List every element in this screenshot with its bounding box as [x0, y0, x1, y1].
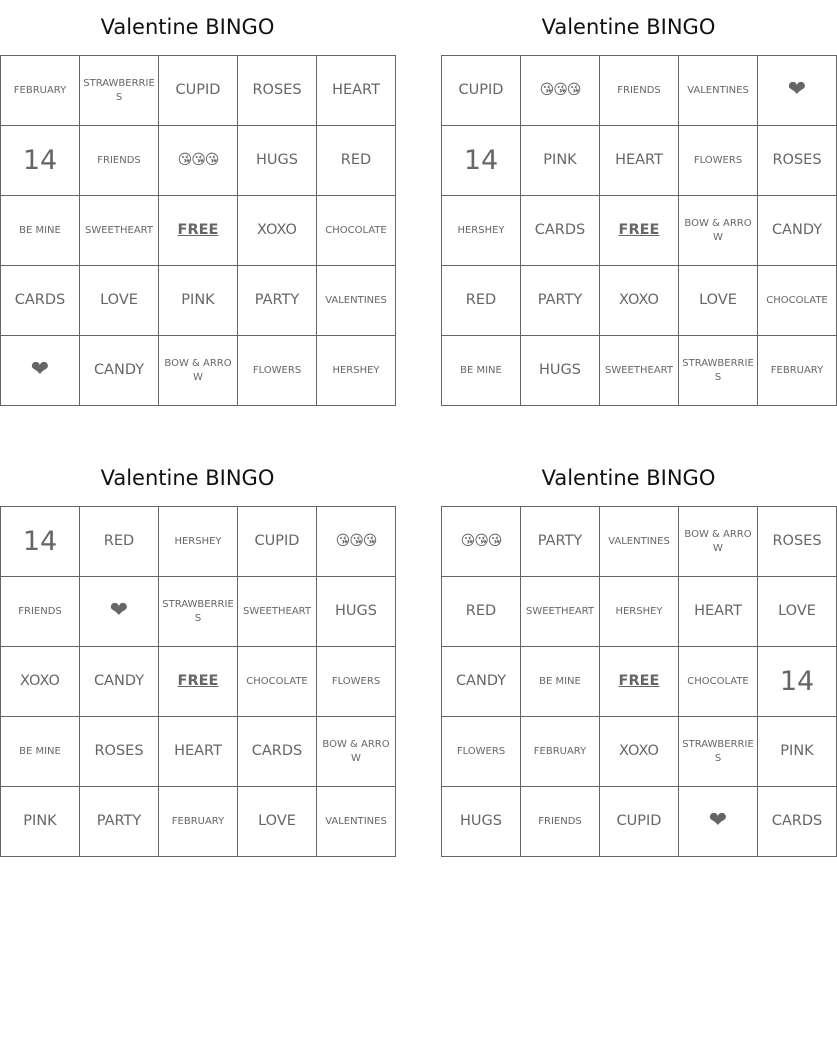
bingo-cell: HEART: [317, 56, 396, 126]
bingo-row: [1, 507, 396, 577]
bingo-row: [442, 717, 837, 787]
bingo-cell: LOVE: [758, 577, 837, 647]
bingo-grid: [0, 506, 396, 857]
bingo-cell: FLOWERS: [317, 647, 396, 717]
bingo-cell: FRIENDS: [600, 56, 679, 126]
bingo-card-1: [0, 0, 387, 406]
free-space-cell: FREE: [600, 647, 679, 717]
bingo-cell: XOXO: [600, 717, 679, 787]
bingo-cell: HERSHEY: [317, 336, 396, 406]
card-title: Valentine BINGO: [100, 466, 275, 490]
bingo-cell: FEBRUARY: [159, 787, 238, 857]
bingo-cell: CHOCOLATE: [238, 647, 317, 717]
bingo-cell: CANDY: [80, 336, 159, 406]
bingo-card-4: [441, 451, 823, 857]
heart-icon: ❤: [1, 336, 80, 406]
kiss-emoji-icon: 😘😘😘: [317, 507, 396, 577]
bingo-row: [442, 126, 837, 196]
bingo-cell: SWEETHEART: [238, 577, 317, 647]
bingo-cell: BOW & ARROW: [679, 507, 758, 577]
bingo-cell: CARDS: [758, 787, 837, 857]
bingo-cell: CUPID: [159, 56, 238, 126]
bingo-row: [442, 196, 837, 266]
bingo-cell: PARTY: [521, 507, 600, 577]
bingo-row: [442, 787, 837, 857]
bingo-cell: LOVE: [80, 266, 159, 336]
bingo-cell: CANDY: [80, 647, 159, 717]
bingo-row: [1, 336, 396, 406]
bingo-cell: HEART: [679, 577, 758, 647]
bingo-cell: PARTY: [521, 266, 600, 336]
bingo-cell: FEBRUARY: [1, 56, 80, 126]
heart-icon: ❤: [80, 577, 159, 647]
bingo-row: [1, 717, 396, 787]
bingo-row: [442, 56, 837, 126]
bingo-cell: STRAWBERRIES: [159, 577, 238, 647]
bingo-cell: CHOCOLATE: [317, 196, 396, 266]
bingo-cell: PINK: [758, 717, 837, 787]
bingo-row: [442, 577, 837, 647]
kiss-emoji-icon: 😘😘😘: [159, 126, 238, 196]
bingo-cell: FLOWERS: [238, 336, 317, 406]
bingo-cell: CARDS: [1, 266, 80, 336]
kiss-emoji-icon: 😘😘😘: [521, 56, 600, 126]
bingo-cell: HERSHEY: [600, 577, 679, 647]
bingo-cell: BE MINE: [442, 336, 521, 406]
free-space-cell: FREE: [600, 196, 679, 266]
bingo-cell: ROSES: [758, 507, 837, 577]
bingo-cell: 14: [1, 126, 80, 196]
bingo-cell: STRAWBERRIES: [679, 717, 758, 787]
bingo-cell: LOVE: [238, 787, 317, 857]
bingo-grid: [441, 55, 837, 406]
bingo-cell: XOXO: [1, 647, 80, 717]
bingo-cell: RED: [442, 266, 521, 336]
kiss-emoji-icon: 😘😘😘: [442, 507, 521, 577]
bingo-row: [442, 266, 837, 336]
bingo-cell: PINK: [1, 787, 80, 857]
bingo-cell: HUGS: [238, 126, 317, 196]
bingo-cell: 14: [442, 126, 521, 196]
bingo-cell: BOW & ARROW: [679, 196, 758, 266]
bingo-cell: VALENTINES: [600, 507, 679, 577]
bingo-row: [1, 787, 396, 857]
bingo-cell: 14: [1, 507, 80, 577]
bingo-cell: BOW & ARROW: [159, 336, 238, 406]
bingo-cell: FRIENDS: [521, 787, 600, 857]
bingo-cell: HERSHEY: [442, 196, 521, 266]
bingo-grid: [441, 506, 837, 857]
bingo-cell: CUPID: [442, 56, 521, 126]
bingo-cell: CARDS: [521, 196, 600, 266]
bingo-cell: SWEETHEART: [80, 196, 159, 266]
bingo-row: [1, 126, 396, 196]
bingo-cell: CUPID: [600, 787, 679, 857]
bingo-row: [442, 336, 837, 406]
bingo-cell: PARTY: [80, 787, 159, 857]
bingo-cell: XOXO: [600, 266, 679, 336]
bingo-cell: HEART: [159, 717, 238, 787]
bingo-cell: FRIENDS: [80, 126, 159, 196]
bingo-cell: FLOWERS: [442, 717, 521, 787]
bingo-cell: FEBRUARY: [758, 336, 837, 406]
bingo-cell: CHOCOLATE: [758, 266, 837, 336]
bingo-cell: HUGS: [317, 577, 396, 647]
bingo-cell: PINK: [521, 126, 600, 196]
bingo-cell: VALENTINES: [317, 787, 396, 857]
free-space-cell: FREE: [159, 196, 238, 266]
bingo-cell: VALENTINES: [679, 56, 758, 126]
bingo-cell: BE MINE: [1, 196, 80, 266]
bingo-cell: RED: [442, 577, 521, 647]
bingo-cell: CUPID: [238, 507, 317, 577]
bingo-row: [1, 266, 396, 336]
bingo-cell: STRAWBERRIES: [80, 56, 159, 126]
bingo-cell: SWEETHEART: [521, 577, 600, 647]
card-title: Valentine BINGO: [541, 466, 716, 490]
bingo-cell: FRIENDS: [1, 577, 80, 647]
bingo-cell: RED: [317, 126, 396, 196]
bingo-cell: ROSES: [80, 717, 159, 787]
bingo-row: [1, 196, 396, 266]
bingo-cell: HUGS: [442, 787, 521, 857]
bingo-cell: SWEETHEART: [600, 336, 679, 406]
bingo-row: [1, 56, 396, 126]
bingo-cell: ROSES: [238, 56, 317, 126]
free-space-cell: FREE: [159, 647, 238, 717]
bingo-cell: PINK: [159, 266, 238, 336]
bingo-cell: 14: [758, 647, 837, 717]
bingo-cell: BE MINE: [1, 717, 80, 787]
card-title: Valentine BINGO: [100, 15, 275, 39]
heart-icon: ❤: [679, 787, 758, 857]
bingo-cell: HUGS: [521, 336, 600, 406]
bingo-cell: VALENTINES: [317, 266, 396, 336]
bingo-cell: CHOCOLATE: [679, 647, 758, 717]
bingo-cell: CANDY: [442, 647, 521, 717]
bingo-row: [1, 647, 396, 717]
bingo-cell: PARTY: [238, 266, 317, 336]
bingo-cell: STRAWBERRIES: [679, 336, 758, 406]
bingo-cell: RED: [80, 507, 159, 577]
bingo-row: [1, 577, 396, 647]
bingo-cell: HEART: [600, 126, 679, 196]
bingo-cell: HERSHEY: [159, 507, 238, 577]
bingo-cell: CARDS: [238, 717, 317, 787]
bingo-card-3: [0, 451, 390, 857]
bingo-cell: LOVE: [679, 266, 758, 336]
bingo-row: [442, 507, 837, 577]
bingo-cell: XOXO: [238, 196, 317, 266]
bingo-cell: BE MINE: [521, 647, 600, 717]
bingo-grid: [0, 55, 396, 406]
bingo-cell: FEBRUARY: [521, 717, 600, 787]
bingo-cell: CANDY: [758, 196, 837, 266]
bingo-card-2: [441, 0, 828, 406]
bingo-cell: ROSES: [758, 126, 837, 196]
bingo-row: [442, 647, 837, 717]
card-title: Valentine BINGO: [541, 15, 716, 39]
bingo-cell: FLOWERS: [679, 126, 758, 196]
bingo-cell: BOW & ARROW: [317, 717, 396, 787]
heart-icon: ❤: [758, 56, 837, 126]
